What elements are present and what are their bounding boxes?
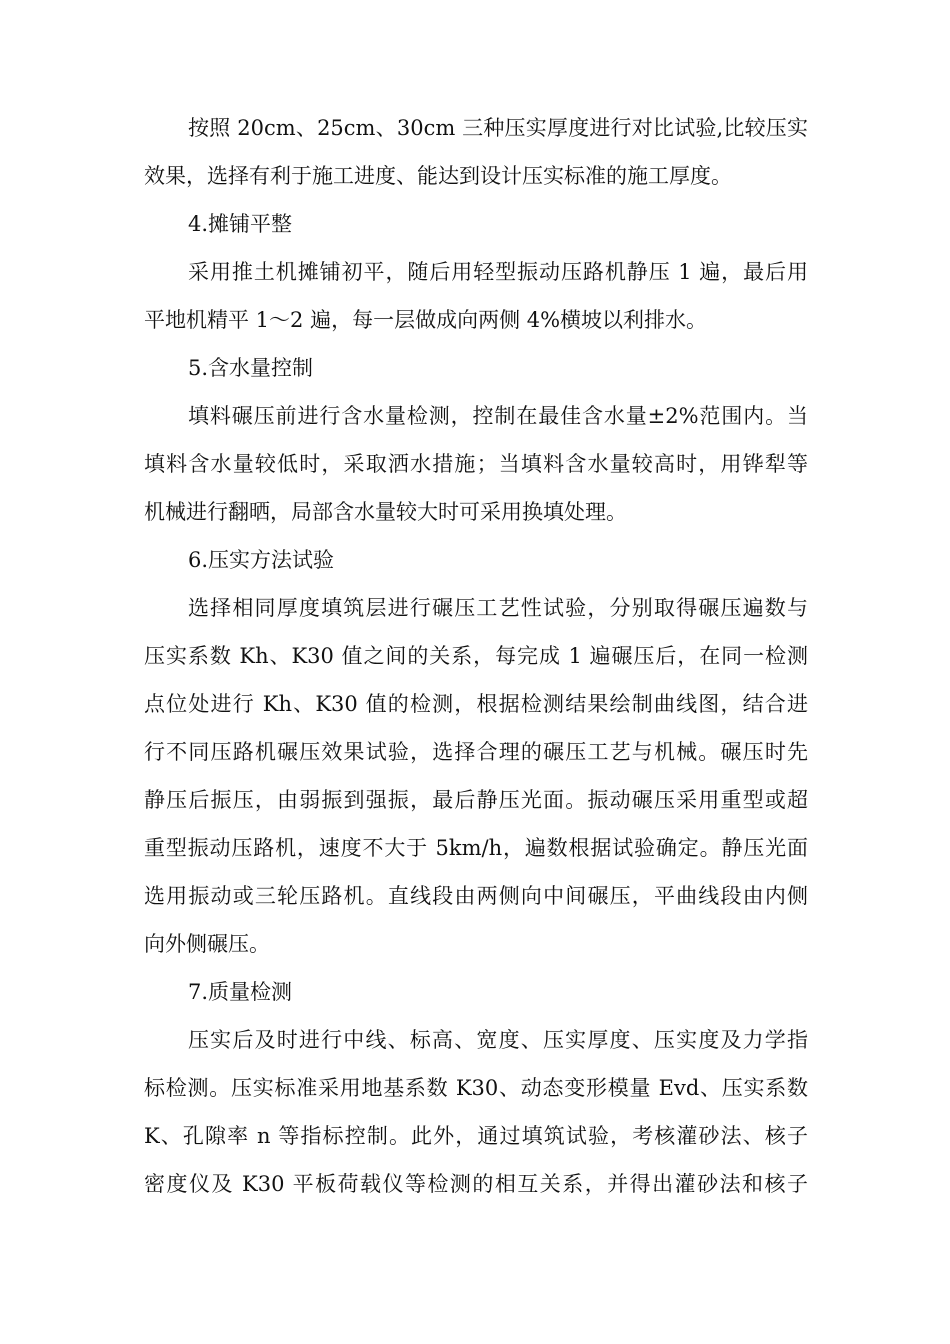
text-line: 压实后及时进行中线、标高、宽度、压实厚度、压实度及力学指: [188, 1028, 808, 1052]
section-compaction-method-test: [144, 536, 808, 968]
text-line: 效果，选择有利于施工进度、能达到设计压实标准的施工厚度。: [144, 164, 732, 188]
text-line: 填料碾压前进行含水量检测，控制在最佳含水量±2%范围内。当: [188, 404, 808, 428]
section-heading: 4.摊铺平整: [188, 212, 293, 236]
text-line: 采用推土机摊铺初平，随后用轻型振动压路机静压 1 遍，最后用: [188, 260, 808, 284]
text-line: K、孔隙率 n 等指标控制。此外，通过填筑试验，考核灌砂法、核子: [144, 1124, 808, 1148]
section-quality-inspection: [144, 968, 808, 1208]
section-heading: 6.压实方法试验: [188, 548, 335, 572]
text-line: 密度仪及 K30 平板荷载仪等检测的相互关系，并得出灌砂法和核子: [144, 1172, 808, 1196]
text-line: 压实系数 Kh、K30 值之间的关系，每完成 1 遍碾压后，在同一检测: [144, 644, 808, 668]
text-line: 选择相同厚度填筑层进行碾压工艺性试验，分别取得碾压遍数与: [188, 596, 808, 620]
text-line: 重型振动压路机，速度不大于 5km/h，遍数根据试验确定。静压光面: [144, 836, 808, 860]
document-body: [144, 104, 808, 1208]
section-heading: 7.质量检测: [188, 980, 293, 1004]
section-spreading-leveling: [144, 200, 808, 344]
text-line: 填料含水量较低时，采取洒水措施；当填料含水量较高时，用铧犁等: [144, 452, 808, 476]
text-line: 按照 20cm、25cm、30cm 三种压实厚度进行对比试验,比较压实: [188, 116, 808, 140]
paragraph-thickness-test: [144, 104, 808, 200]
text-line: 行不同压路机碾压效果试验，选择合理的碾压工艺与机械。碾压时先: [144, 740, 808, 764]
section-heading: 5.含水量控制: [188, 356, 314, 380]
text-line: 平地机精平 1～2 遍，每一层做成向两侧 4%横坡以利排水。: [144, 308, 708, 332]
section-moisture-control: [144, 344, 808, 536]
text-line: 向外侧碾压。: [144, 932, 270, 956]
text-line: 静压后振压，由弱振到强振，最后静压光面。振动碾压采用重型或超: [144, 788, 808, 812]
text-line: 机械进行翻晒，局部含水量较大时可采用换填处理。: [144, 500, 627, 524]
text-line: 标检测。压实标准采用地基系数 K30、动态变形模量 Evd、压实系数: [144, 1076, 808, 1100]
text-line: 选用振动或三轮压路机。直线段由两侧向中间碾压，平曲线段由内侧: [144, 884, 808, 908]
text-line: 点位处进行 Kh、K30 值的检测，根据检测结果绘制曲线图，结合进: [144, 692, 808, 716]
